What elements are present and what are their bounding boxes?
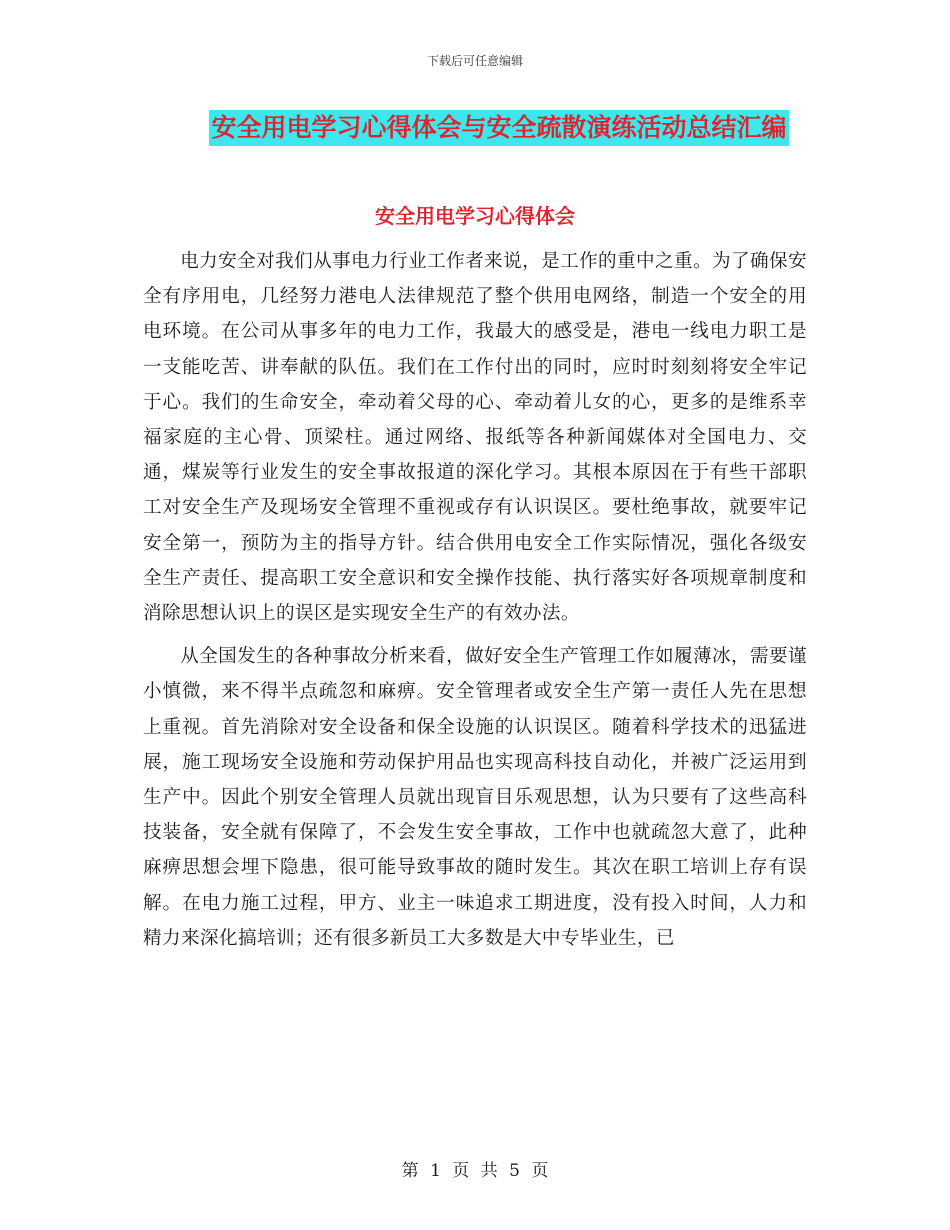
footer-current-page: 1 bbox=[430, 1161, 441, 1181]
header-note: 下载后可任意编辑 bbox=[426, 54, 523, 68]
document-title-container bbox=[0, 110, 950, 146]
section-title: 安全用电学习心得体会 bbox=[375, 204, 575, 228]
footer-label-ye: 页 bbox=[452, 1161, 470, 1181]
paragraph-1: 电力安全对我们从事电力行业工作者来说，是工作的重中之重。为了确保安全有序用电，几经努力港电人法律规范了整个供用电网络，制造一个安全的用电环境。在公司从事多年的电力工作，我最大的感受是，港电一线电力职工是一支能吃苦、讲奉献的队伍。我们在工作付出的同时，应时时刻刻将安全牢记于心。我们的生命安全，牵动着父母的心、牵动着儿女的心，更多的是维系幸福家庭的主心骨、顶梁柱。通过网络、报纸等各种新闻媒体对全国电力、交通，煤炭等行业发生的安全事故报道的深化学习。其根本原因在于有些干部职工对安全生产及现场安全管理不重视或存有认识误区。要杜绝事故，就要牢记安全第一，预防为主的指导方针。结合供用电安全工作实际情况，强化各级安全生产责任、提高职工安全意识和安全操作技能、执行落实好各项规章制度和消除思想认识上的误区是实现安全生产的有效办法。 bbox=[143, 251, 807, 625]
document-title: 安全用电学习心得体会与安全疏散演练活动总结汇编 bbox=[209, 110, 788, 146]
footer-label-ye2: 页 bbox=[531, 1161, 549, 1181]
page-footer bbox=[0, 1156, 950, 1181]
document-body bbox=[143, 244, 807, 964]
footer-total-pages: 5 bbox=[509, 1161, 520, 1181]
footer-label-di: 第 bbox=[401, 1161, 419, 1181]
footer-label-gong: 共 bbox=[480, 1161, 498, 1181]
paragraph-2: 从全国发生的各种事故分析来看，做好安全生产管理工作如履薄冰，需要谨小慎微，来不得半点疏忽和麻痹。安全管理者或安全生产第一责任人先在思想上重视。首先消除对安全设备和保全设施的认识误区。随着科学技术的迅猛进展，施工现场安全设施和劳动保护用品也实现高科技自动化，并被广泛运用到生产中。因此个别安全管理人员就出现盲目乐观思想，认为只要有了这些高科技装备，安全就有保障了，不会发生安全事故，工作中也就疏忽大意了，此种麻痹思想会埋下隐患，很可能导致事故的随时发生。其次在职工培训上存有误解。在电力施工过程，甲方、业主一味追求工期进度，没有投入时间，人力和精力来深化搞培训；还有很多新员工大多数是大中专毕业生，已 bbox=[143, 646, 807, 949]
